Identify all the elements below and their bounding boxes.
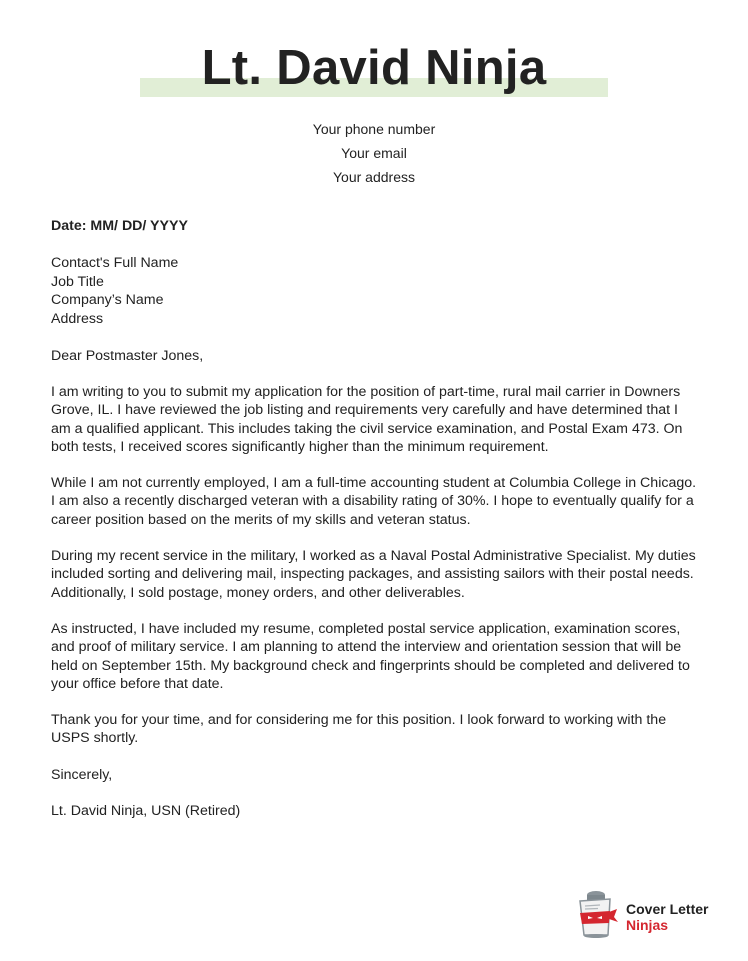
logo-line-1: Cover Letter <box>626 901 709 917</box>
ninja-scroll-icon <box>574 889 618 939</box>
paragraph: Thank you for your time, and for considering me for this position. I look forward to working with the USPS shortly. <box>51 712 667 747</box>
paragraph: During my recent service in the military, I worked as a Naval Postal Administrative Specialist. My duties included sorting and delivering mail, inspecting packages, and assisting sailors with their postal needs. Additionally, I sold postage, money orders, and other deliverables. <box>51 548 696 601</box>
salutation: Dear Postmaster Jones, <box>51 347 204 364</box>
letter-body <box>51 217 701 838</box>
applicant-name: Lt. David Ninja <box>201 41 547 95</box>
paragraph: As instructed, I have included my resume, completed postal service application, examination scores, and proof of military service. I am planning to attend the interview and orientation session that will be held on September 15th. My background check and fingerprints should be completed and delivered to your office before that date. <box>51 620 690 692</box>
recipient-name: Contact's Full Name <box>51 255 179 272</box>
closing: Sincerely, <box>51 766 113 783</box>
logo-line-2: Ninjas <box>626 917 669 933</box>
contact-email: Your email <box>341 145 407 161</box>
recipient-job-title: Job Title <box>51 273 104 290</box>
contact-phone: Your phone number <box>312 121 436 137</box>
header-name-block <box>0 40 748 104</box>
contact-info <box>0 117 748 189</box>
contact-address: Your address <box>333 169 415 185</box>
signature: Lt. David Ninja, USN (Retired) <box>51 803 241 820</box>
paragraph: I am writing to you to submit my application for the position of part-time, rural mail carrier in Downers Grove, IL. I have reviewed the job listing and requirements very carefully and have determined that I am a qualified applicant. This includes taking the civil service examination, and Postal Exam 473. On both tests, I received scores significantly higher than the minimum requirement. <box>51 383 683 455</box>
cover-letter-ninjas-logo <box>574 889 724 939</box>
recipient-company: Company’s Name <box>51 292 164 309</box>
recipient-block <box>51 254 701 328</box>
recipient-address: Address <box>51 311 104 328</box>
logo-wordmark <box>626 901 708 933</box>
letter-date: Date: MM/ DD/ YYYY <box>51 218 188 234</box>
paragraph: While I am not currently employed, I am a full-time accounting student at Columbia College in Chicago. I am also a recently discharged veteran with a disability rating of 30%. I hope to eventually qualify for a career position based on the merits of my skills and veteran status. <box>51 475 697 528</box>
